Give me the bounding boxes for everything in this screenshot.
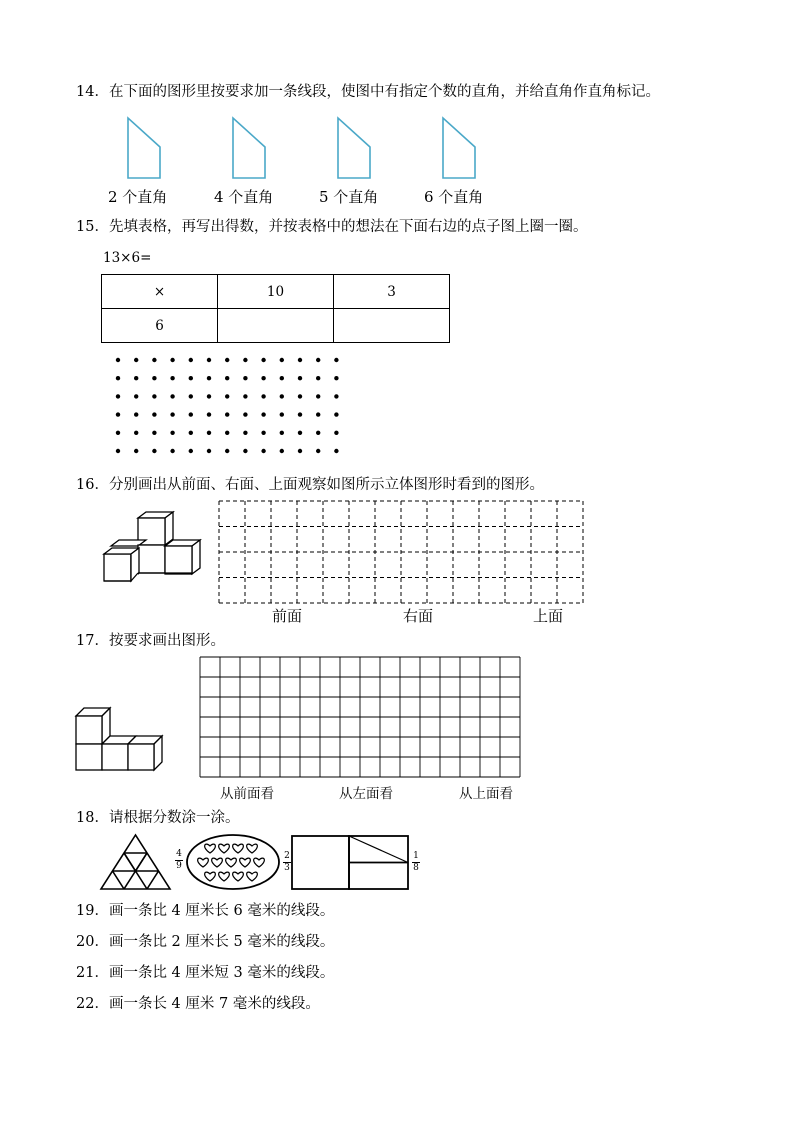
dot[interactable] xyxy=(134,394,138,398)
dot[interactable] xyxy=(152,431,156,435)
dot[interactable] xyxy=(189,431,193,435)
q16-cube-figure xyxy=(100,510,204,585)
dot[interactable] xyxy=(243,449,247,453)
dot[interactable] xyxy=(261,431,265,435)
q18-rect-left xyxy=(292,836,349,889)
dot[interactable] xyxy=(280,358,284,362)
dot[interactable] xyxy=(261,358,265,362)
question-21: 21．画一条比 4 厘米短 3 毫米的线段。 xyxy=(76,965,335,981)
dot[interactable] xyxy=(334,358,338,362)
dot[interactable] xyxy=(207,358,211,362)
dot[interactable] xyxy=(207,394,211,398)
q14-shape-3 xyxy=(338,118,370,178)
dot[interactable] xyxy=(280,412,284,416)
dot[interactable] xyxy=(298,358,302,362)
dot[interactable] xyxy=(116,449,120,453)
dot[interactable] xyxy=(261,412,265,416)
q15-answer-cell-2[interactable] xyxy=(334,309,450,343)
dot[interactable] xyxy=(116,358,120,362)
dot[interactable] xyxy=(225,394,229,398)
q17-label-top: 从上面看 xyxy=(459,786,513,802)
dot[interactable] xyxy=(189,394,193,398)
dot[interactable] xyxy=(189,376,193,380)
q14-shape-1 xyxy=(128,118,160,178)
dot[interactable] xyxy=(116,376,120,380)
dot[interactable] xyxy=(298,412,302,416)
dot[interactable] xyxy=(334,449,338,453)
dot[interactable] xyxy=(116,412,120,416)
q18-fraction-2: 2 3 xyxy=(284,851,290,873)
heart-icon[interactable] xyxy=(247,872,258,881)
dot[interactable] xyxy=(189,412,193,416)
q14-shape-4 xyxy=(443,118,475,178)
q17-label-left: 从左面看 xyxy=(339,786,393,802)
dot[interactable] xyxy=(261,449,265,453)
heart-icon[interactable] xyxy=(247,844,258,853)
heart-icon[interactable] xyxy=(233,844,244,853)
dot[interactable] xyxy=(316,431,320,435)
q16-label-right: 右面 xyxy=(403,607,434,625)
q16-label-top: 上面 xyxy=(533,607,564,625)
dot[interactable] xyxy=(243,431,247,435)
question-20: 20．画一条比 2 厘米长 5 毫米的线段。 xyxy=(76,934,335,950)
dot[interactable] xyxy=(134,449,138,453)
dot[interactable] xyxy=(152,358,156,362)
dot[interactable] xyxy=(134,358,138,362)
dot[interactable] xyxy=(316,394,320,398)
q18-fraction-3: 1 8 xyxy=(413,851,419,873)
q14-caption-4: 6 个直角 xyxy=(424,188,484,206)
heart-icon[interactable] xyxy=(212,858,223,867)
dot[interactable] xyxy=(152,412,156,416)
dot[interactable] xyxy=(334,431,338,435)
dot[interactable] xyxy=(316,358,320,362)
q16-label-front: 前面 xyxy=(272,607,303,625)
q14-caption-3: 5 个直角 xyxy=(319,188,379,206)
dot[interactable] xyxy=(334,376,338,380)
q15-table-row-label: 6 xyxy=(102,309,218,343)
question-19: 19．画一条比 4 厘米长 6 毫米的线段。 xyxy=(76,903,335,919)
q18-heart-oval[interactable] xyxy=(185,832,281,892)
dot[interactable] xyxy=(298,376,302,380)
dot[interactable] xyxy=(225,431,229,435)
dot[interactable] xyxy=(116,431,120,435)
dot[interactable] xyxy=(170,394,174,398)
dot[interactable] xyxy=(280,394,284,398)
dot[interactable] xyxy=(207,431,211,435)
dot[interactable] xyxy=(334,394,338,398)
q15-answer-cell-1[interactable] xyxy=(218,309,334,343)
dot[interactable] xyxy=(134,431,138,435)
q17-label-front: 从前面看 xyxy=(220,786,274,802)
q16-dashed-grid[interactable] xyxy=(218,500,588,604)
q14-caption-1: 2 个直角 xyxy=(108,188,168,206)
dot[interactable] xyxy=(189,358,193,362)
dot[interactable] xyxy=(280,449,284,453)
dot[interactable] xyxy=(316,449,320,453)
q15-table-header-op: × xyxy=(102,275,218,309)
dot[interactable] xyxy=(225,376,229,380)
question-15: 15．先填表格，再写出得数，并按表格中的想法在下面右边的点子图上圈一圈。 xyxy=(76,219,588,235)
dot[interactable] xyxy=(261,376,265,380)
q15-table xyxy=(101,274,450,343)
heart-icon[interactable] xyxy=(219,872,230,881)
question-16: 16．分别画出从前面、右面、上面观察如图所示立体图形时看到的图形。 xyxy=(76,477,544,493)
dot[interactable] xyxy=(298,394,302,398)
heart-icon[interactable] xyxy=(240,858,251,867)
dot[interactable] xyxy=(261,394,265,398)
dot[interactable] xyxy=(170,358,174,362)
dot[interactable] xyxy=(116,394,120,398)
q14-caption-2: 4 个直角 xyxy=(214,188,274,206)
q17-cube-figure xyxy=(72,704,176,774)
heart-icon[interactable] xyxy=(219,844,230,853)
dot[interactable] xyxy=(225,412,229,416)
question-14: 14．在下面的图形里按要求加一条线段，使图中有指定个数的直角，并给直角作直角标记。 xyxy=(76,84,660,100)
heart-icon[interactable] xyxy=(198,858,209,867)
dot[interactable] xyxy=(280,431,284,435)
heart-icon[interactable] xyxy=(205,844,216,853)
q15-table-header-3: 3 xyxy=(334,275,450,309)
q15-equation: 13×6= xyxy=(103,250,152,266)
q18-fraction-1: 4 9 xyxy=(176,849,182,871)
heart-icon[interactable] xyxy=(226,858,237,867)
dot[interactable] xyxy=(243,412,247,416)
dot[interactable] xyxy=(298,431,302,435)
dot[interactable] xyxy=(316,376,320,380)
q18-triangle[interactable] xyxy=(98,832,173,892)
dot[interactable] xyxy=(243,358,247,362)
dot[interactable] xyxy=(334,412,338,416)
dot[interactable] xyxy=(243,376,247,380)
question-17: 17．按要求画出图形。 xyxy=(76,633,225,649)
q15-table-header-10: 10 xyxy=(218,275,334,309)
question-22: 22．画一条长 4 厘米 7 毫米的线段。 xyxy=(76,996,320,1012)
dot[interactable] xyxy=(152,394,156,398)
dot[interactable] xyxy=(152,376,156,380)
dot[interactable] xyxy=(225,449,229,453)
q17-square-grid[interactable] xyxy=(199,656,521,778)
q14-shape-2 xyxy=(233,118,265,178)
q14-shapes xyxy=(120,112,500,184)
dot[interactable] xyxy=(207,376,211,380)
dot[interactable] xyxy=(189,449,193,453)
heart-icon[interactable] xyxy=(205,872,216,881)
dot[interactable] xyxy=(207,412,211,416)
dot[interactable] xyxy=(170,449,174,453)
dot[interactable] xyxy=(243,394,247,398)
dot[interactable] xyxy=(207,449,211,453)
question-18: 18．请根据分数涂一涂。 xyxy=(76,810,240,826)
dot[interactable] xyxy=(134,376,138,380)
dot[interactable] xyxy=(280,376,284,380)
dot[interactable] xyxy=(134,412,138,416)
dot[interactable] xyxy=(152,449,156,453)
dot[interactable] xyxy=(170,376,174,380)
heart-icon[interactable] xyxy=(254,858,265,867)
q18-rectangles[interactable] xyxy=(290,834,412,891)
dot[interactable] xyxy=(170,431,174,435)
q15-dot-grid[interactable] xyxy=(110,352,350,462)
dot[interactable] xyxy=(316,412,320,416)
dot[interactable] xyxy=(170,412,174,416)
dot[interactable] xyxy=(298,449,302,453)
heart-icon[interactable] xyxy=(233,872,244,881)
dot[interactable] xyxy=(225,358,229,362)
